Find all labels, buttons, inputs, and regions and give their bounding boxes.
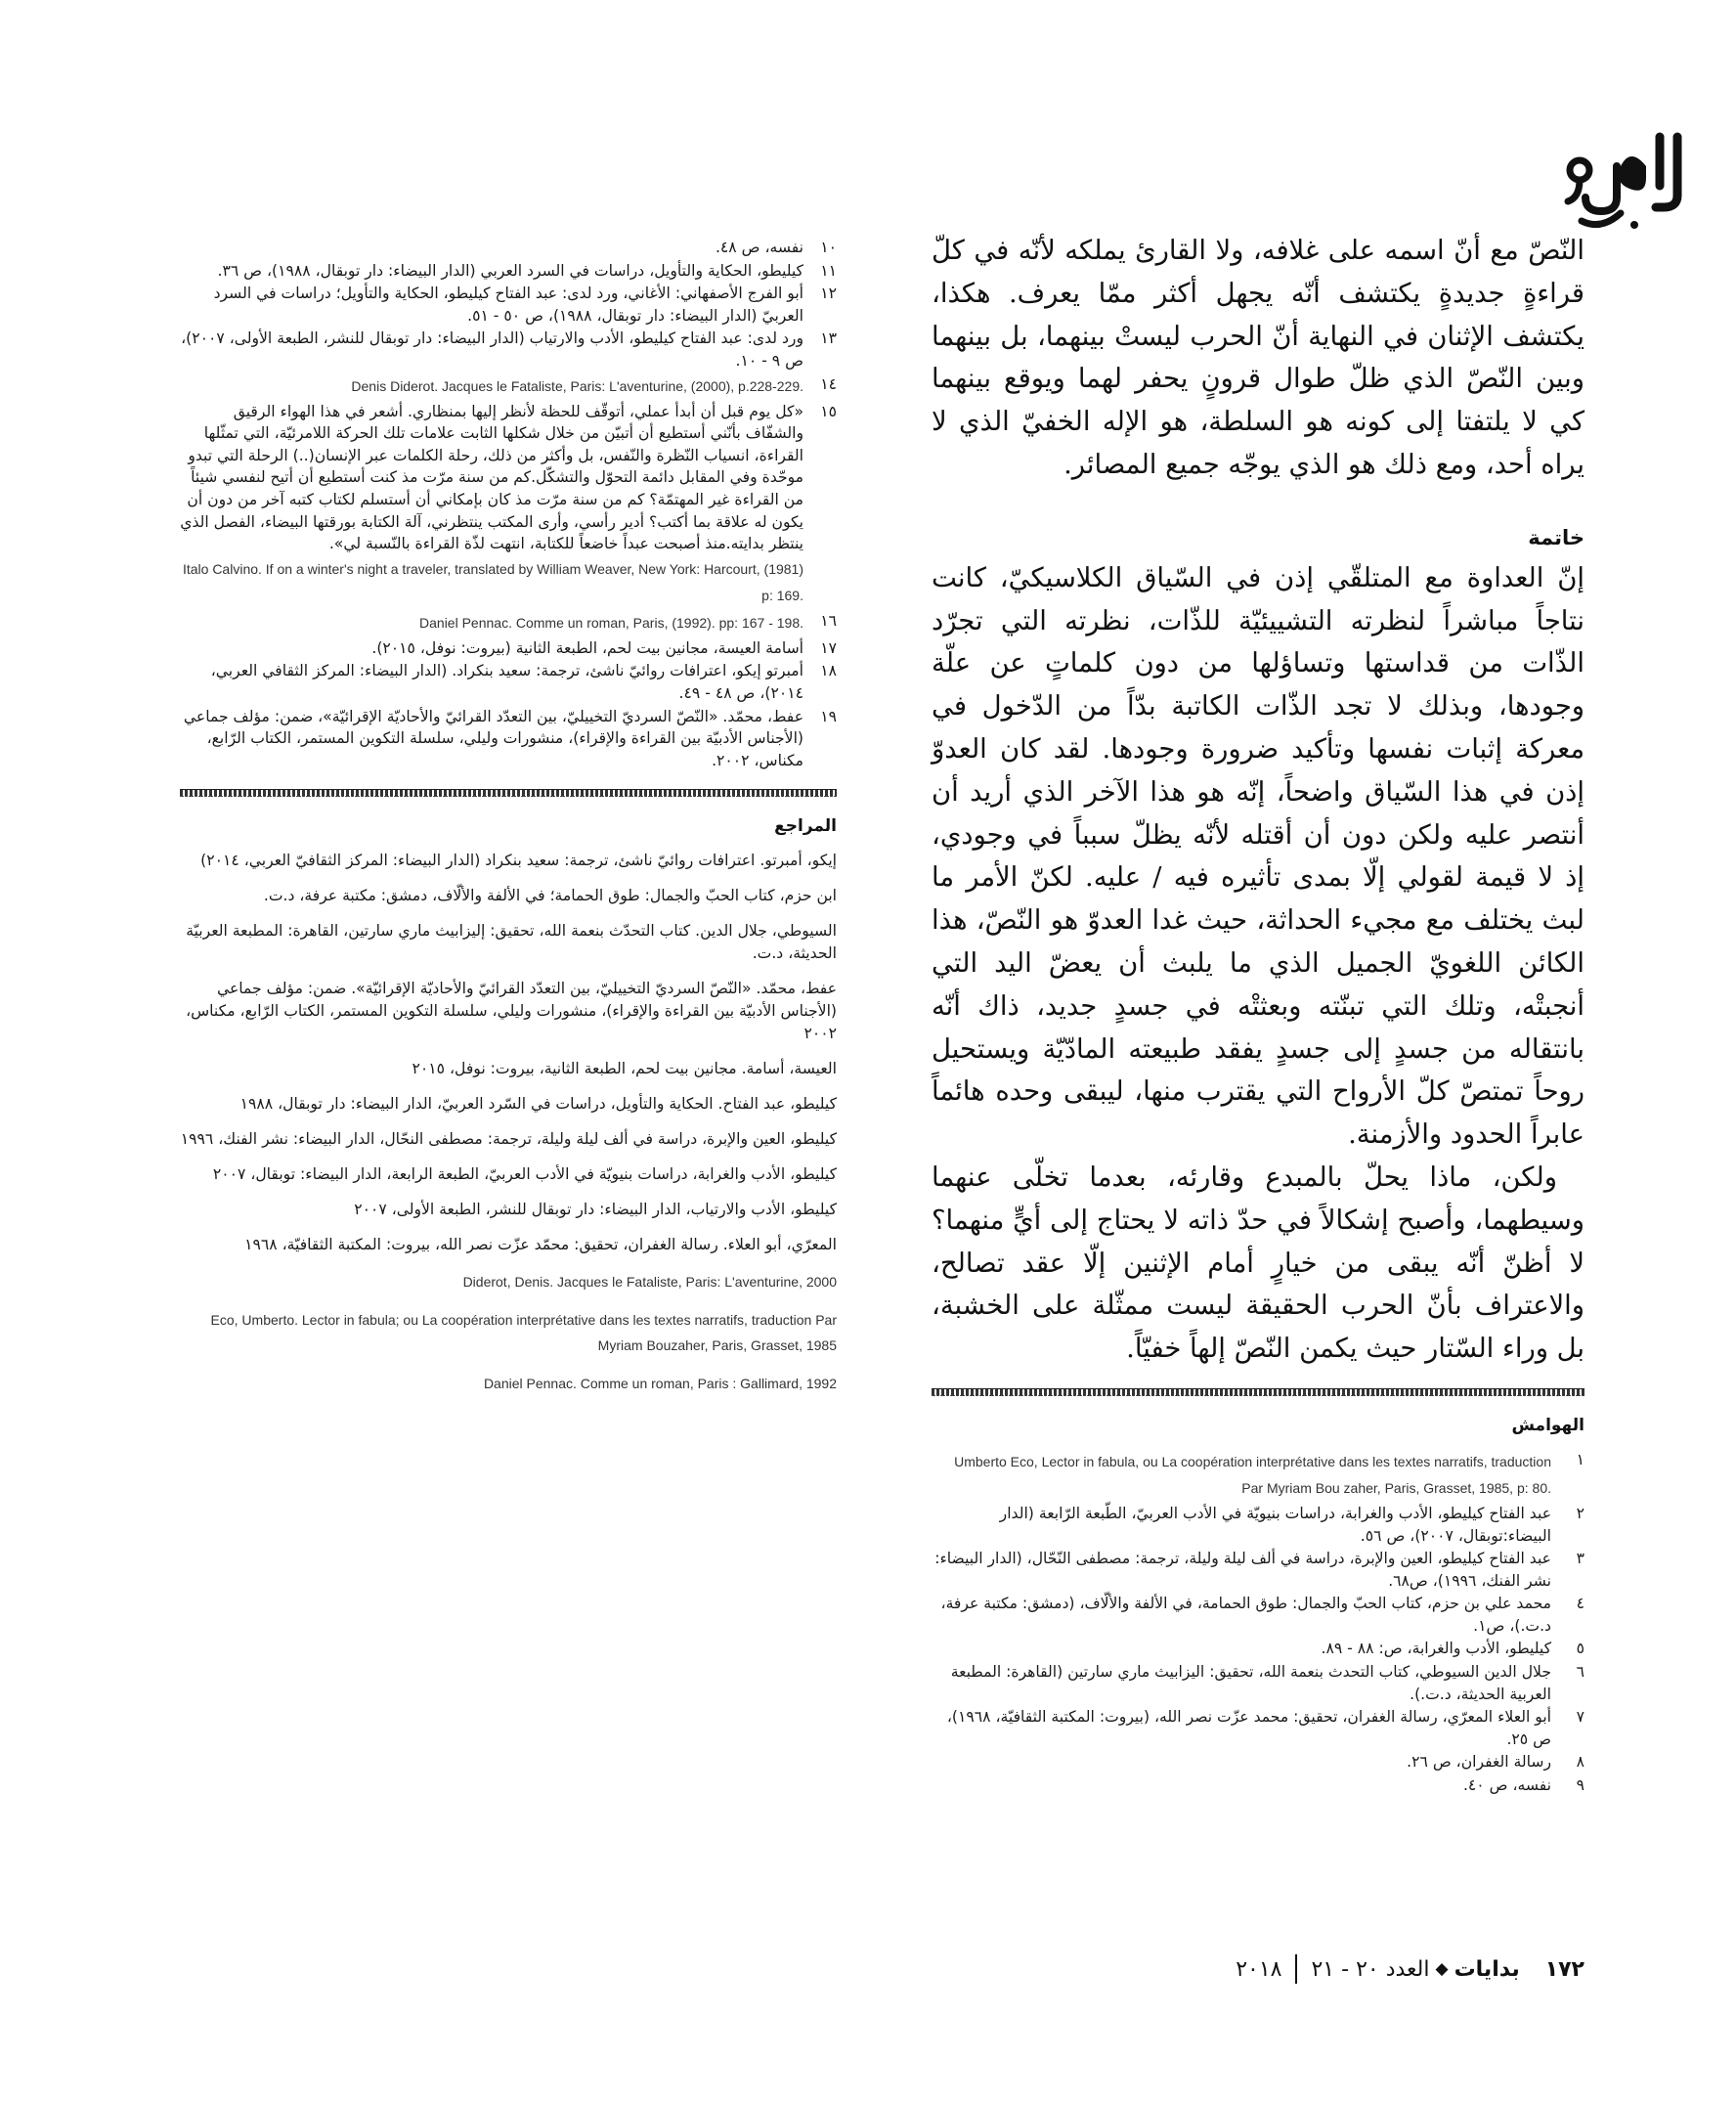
- reference-item: إيكو، أمبرتو. اعترافات روائيّ ناشئ، ترجمة: سعيد بنكراد (الدار البيضاء: المركز الثقافيّ العربي، ٢٠١٤): [200, 852, 837, 870]
- note-text: Daniel Pennac. Comme un roman, Paris, (1992). pp: 167 - 198.: [419, 614, 803, 631]
- note-text: جلال الدين السيوطي، كتاب التحدث بنعمة الله، تحقيق: اليزابيث ماري سارتين (القاهرة: المطبعة العربية الحديثة، د.ت.).: [950, 1663, 1551, 1703]
- note-item: [180, 706, 837, 772]
- references-list: [180, 850, 837, 1396]
- note-text: محمد علي بن حزم، كتاب الحبّ والجمال: طوق الحمامة، في الألفة والألّاف، (دمشق: مكتبة عرفة، د.ت.)، ص١.: [940, 1595, 1551, 1635]
- note-text: ورد لدى: عبد الفتاح كيليطو، الأدب والارتياب (الدار البيضاء: دار توبقال للنشر، الطبعة الأولى، ٢٠٠٧)، ص ٩ - ١٠.: [181, 329, 803, 370]
- reference-item: ابن حزم، كتاب الحبّ والجمال: طوق الحمامة؛ في الألفة والألّاف، دمشق: مكتبة عرفة، د.ت.: [263, 887, 837, 905]
- note-item: [932, 1638, 1584, 1660]
- note-number: ٧: [1576, 1708, 1584, 1727]
- notes-list: [932, 1449, 1584, 1797]
- footer-separator: [1295, 1954, 1297, 1984]
- note-item: [932, 1751, 1584, 1774]
- reference-item: عفط، محمّد. «النّصّ السرديّ التخييليّ، بين التعدّد القرائيّ والأحاديّة الإقرائيّة». ضمن: مؤلف جماعي (الأجناس الأدبيّة بين القراءة والإقراء)، منشورات وليلي، سلسلة التكوين المستمر، الكتاب الرّابع، مكناس، ٢٠٠٢: [186, 980, 837, 1043]
- note-text: نفسه، ص ٤٨.: [715, 239, 803, 256]
- note-item: [932, 1548, 1584, 1592]
- article-body: [932, 230, 1584, 1371]
- section-divider: [932, 1388, 1584, 1396]
- reference-item: كيليطو، الأدب والغرابة، دراسات بنيويّة في الأدب العربيّ، الطبعة الرابعة، الدار البيضاء: توبقال، ٢٠٠٧: [212, 1165, 837, 1184]
- note-item: [180, 556, 837, 609]
- journal-name: بدايات: [1454, 1956, 1520, 1982]
- note-number: ٤: [1576, 1595, 1584, 1613]
- page-number: ١٧٢: [1544, 1956, 1584, 1982]
- magazine-logo: [1562, 127, 1689, 235]
- notes-heading: الهوامش: [1511, 1415, 1584, 1435]
- note-number: ١٩: [820, 707, 837, 725]
- note-number: ١٠: [820, 239, 837, 256]
- reference-item: السيوطي، جلال الدين. كتاب التحدّث بنعمة الله، تحقيق: إليزابيث ماري سارتين، القاهرة: المطبعة العربيّة الحديثة، د.ت.: [186, 922, 837, 963]
- note-text: كيليطو، الحكاية والتأويل، دراسات في السرد العربي (الدار البيضاء: دار توبقال، ١٩٨٨)، ص ٣٦.: [217, 261, 803, 280]
- note-text: عبد الفتاح كيليطو، الأدب والغرابة، دراسات بنيويّة في الأدب العربيّ، الطّبعة الرّابعة (الدار البيضاء:توبقال، ٢٠٠٧)، ص ٥٦.: [999, 1504, 1551, 1545]
- reference-item: كيليطو، عبد الفتاح. الحكاية والتأويل، دراسات في السّرد العربيّ، الدار البيضاء: دار توبقال، ١٩٨٨: [239, 1095, 837, 1114]
- diamond-icon: ◆: [1435, 1959, 1449, 1979]
- note-text: كيليطو، الأدب والغرابة، ص: ٨٨ - ٨٩.: [1321, 1640, 1551, 1658]
- issue-year: ٢٠١٨: [1236, 1956, 1282, 1982]
- note-item: [932, 1661, 1584, 1705]
- note-number: ٥: [1576, 1640, 1584, 1658]
- note-text: رسالة الغفران، ص ٢٦.: [1407, 1753, 1551, 1772]
- note-text: أبو العلاء المعرّي، رسالة الغفران، تحقيق: محمد عزّت نصر الله، (بيروت: المكتبة الثقافيّة، ١٩٦٨)، ص ٢٥.: [946, 1708, 1551, 1748]
- note-number: ٩: [1576, 1776, 1584, 1795]
- note-number: ٢: [1576, 1504, 1584, 1522]
- reference-item: العيسة، أسامة. مجانين بيت لحم، الطبعة الثانية، بيروت: نوفل، ٢٠١٥: [412, 1060, 837, 1078]
- note-text: Italo Calvino. If on a winter's night a traveler, translated by William Weaver, New York: Harcourt, (1981) p: 169.: [182, 560, 803, 603]
- note-number: ٦: [1576, 1663, 1584, 1682]
- note-number: ١٣: [820, 329, 837, 348]
- note-item: [180, 260, 837, 283]
- reference-item: Daniel Pennac. Comme un roman, Paris : Gallimard, 1992: [483, 1376, 837, 1392]
- note-text: نفسه، ص ٤٠.: [1462, 1776, 1551, 1795]
- note-number: ١٧: [820, 638, 837, 657]
- section-divider: [180, 789, 837, 797]
- note-text: أسامة العيسة، مجانين بيت لحم، الطبعة الثانية (بيروت: نوفل، ٢٠١٥).: [371, 638, 803, 657]
- note-item: [180, 373, 837, 400]
- note-item: [180, 283, 837, 327]
- note-item: [932, 1503, 1584, 1547]
- main-column: [932, 230, 1584, 1795]
- note-item: [932, 1706, 1584, 1750]
- reference-item: Diderot, Denis. Jacques le Fataliste, Paris: L'aventurine, 2000: [462, 1274, 837, 1291]
- note-number: ١٢: [820, 285, 837, 303]
- note-text: عبد الفتاح كيليطو، العين والإبرة، دراسة في ألف ليلة وليلة، ترجمة: مصطفى النّحّال، (الدار البيضاء: نشر الفنك، ١٩٩٦)، ص٦٨.: [934, 1550, 1551, 1590]
- paragraph: ولكن، ماذا يحلّ بالمبدع وقارئه، بعدما تخلّى عنهما وسيطهما، وأصبح إشكالاً في حدّ ذاته لا يحتاج إلى أيٍّ منهما؟ لا أظنّ أنّه يبقى من خيارٍ أمام الإثنين إلّا عقد تصالح، والاعتراف بأنّ الحرب الحقيقة ليست ممثّلة على الخشبة، بل وراء السّتار حيث يكمن النّصّ إلهاً خفيّاً.: [932, 1161, 1584, 1365]
- conclusion-heading: خاتمة: [1528, 525, 1584, 549]
- note-item: [180, 610, 837, 636]
- reference-item: كيليطو، العين والإبرة، دراسة في ألف ليلة وليلة، ترجمة: مصطفى النحّال، الدار البيضاء: نشر الفنك، ١٩٩٦: [180, 1130, 837, 1149]
- paragraph: النّصّ مع أنّ اسمه على غلافه، ولا القارئ يملكه لأنّه في كلّ قراءةٍ جديدةٍ يكتشف أنّه يجهل أكثر ممّا يعرف. هكذا، يكتشف الإثنان في النهاية أنّ الحرب ليستْ بينهما، بل بينهما وبين النّصّ الذي ظلّ طوال قرونٍ يحفر لهما ويوقع بينهما كي لا يلتفتا إلى كونه هو السلطة، هو الإله الخفيّ الذي لا يراه أحد، ومع ذلك هو الذي يوجّه جميع المصائر.: [932, 236, 1584, 480]
- page-footer: [147, 1951, 1584, 1987]
- note-number: ١٨: [820, 662, 837, 680]
- references-heading: المراجع: [774, 816, 837, 837]
- note-text: «كل يوم قبل أن أبدأ عملي، أتوقّف للحظة لأنظر إليها بمنظاري. أشعر في هذا الهواء الرقيق والشفّاف بأنّني أستطيع أن أتبيّن من خلال شكلها الثابت علامات تلك الحركة اللامرئيّة، التي تمثّلها القراءة، انسياب النّظرة والنّفس، بل وأكثر من ذلك، رحلة الكلمات عبر الإنسان(..) الرحلة التي تبدو موحّدة وفي المقابل دائمة التحوّل والتشكّل.كم من سنة مرّت مذ كنت أستطيع أن أتيح لنفسي شيئاً من القراءة غير المهتمّة؟ كم من سنة مرّت مذ كان بإمكاني أن أستسلم لكتاب كتبه آخر من دون أن يكون له علاقة بما أكتب؟ أدير رأسي، وأرى المكتب ينتظرني، آلة الكتابة بورقتها البيضاء، الفصل الذي ينتظر بدايته.منذ أصبحت عبداً خاضعاً للكتابة، انتهت لذّة القراءة بالنّسبة لي».: [180, 402, 803, 553]
- note-text: Denis Diderot. Jacques le Fataliste, Paris: L'aventurine, (2000), p.228-229.: [351, 377, 803, 394]
- note-item: [180, 237, 837, 259]
- note-item: [180, 637, 837, 660]
- note-number: ١: [1576, 1450, 1584, 1468]
- note-text: Umberto Eco, Lector in fabula, ou La coopération interprétative dans les textes narratifs, traduction Par Myriam Bou zaher, Paris, Grasset, 1985, p: 80.: [954, 1453, 1551, 1496]
- side-column: [180, 237, 837, 1936]
- issue-number: العدد ٢٠ - ٢١: [1311, 1956, 1430, 1982]
- note-item: [180, 401, 837, 555]
- note-text: أمبرتو إيكو، اعترافات روائيّ ناشئ، ترجمة: سعيد بنكراد. (الدار البيضاء: المركز الثقافي العربي، ٢٠١٤)، ص ٤٨ - ٤٩.: [210, 662, 803, 702]
- note-number: ١٦: [820, 611, 837, 630]
- note-text: عفط، محمّد. «النّصّ السرديّ التخييليّ، بين التعدّد القرائيّ والأحاديّة الإقرائيّة»، ضمن: مؤلف جماعي (الأجناس الأدبيّة بين القراءة والإقراء)، منشورات وليلي، سلسلة التكوين المستمر، الكتاب الرّابع، مكناس، ٢٠٠٢.: [183, 707, 803, 769]
- note-number: ٨: [1576, 1753, 1584, 1772]
- note-number: ١٤: [820, 374, 837, 393]
- note-item: [180, 328, 837, 372]
- note-item: [932, 1593, 1584, 1637]
- paragraph: إنّ العداوة مع المتلقّي إذن في السّياق الكلاسيكيّ، كانت نتاجاً مباشراً لنظرته التشييئيّة للذّات، نظرته التي تجرّد الذّات من قداستها وتساؤلها من دون كلماتٍ عن علّة وجودها، وبذلك لا تجد الذّات الكاتبة بدّاً من الدّخول في معركة إثبات نفسها وتأكيد ضرورة وجودها. لقد كان العدوّ إذن في هذا السّياق واضحاً، إنّه هو هذا الآخر الذي أريد أن أنتصر عليه ولكن دون أن أقتله لأنّه يظلّ سبباً في وجودي، إذ لا قيمة لقولي إلّا بمدى تأثيره فيه / عليه. لكنّ الأمر ما لبث يختلف مع مجيء الحداثة، حيث غدا العدوّ هو النّصّ، هذا الكائن اللغويّ الجميل الذي ما يلبث أن يعضّ اليد التي أنجبتْه، وتلك التي تبنّته وبعثتْه في جسدٍ جديد، ذاك أنّه بانتقاله من جسدٍ إلى جسدٍ يفقد طبيعته المادّيّة ويستحيل روحاً تمتصّ كلّ الأرواح التي يقترب منها، ليبقى وحده هائماً عابراً الحدود والأزمنة.: [932, 562, 1584, 1151]
- reference-item: Eco, Umberto. Lector in fabula; ou La coopération interprétative dans les textes narratifs, traduction Par Myriam Bouzaher, Paris, Grasset, 1985: [210, 1312, 837, 1354]
- notes-continued-list: [180, 237, 837, 771]
- note-item: [932, 1449, 1584, 1502]
- note-number: ١١: [820, 261, 837, 280]
- reference-item: كيليطو، الأدب والارتياب، الدار البيضاء: دار توبقال للنشر، الطبعة الأولى، ٢٠٠٧: [354, 1201, 837, 1219]
- note-number: ١٥: [820, 402, 837, 420]
- note-number: ٣: [1576, 1550, 1584, 1568]
- reference-item: المعرّي، أبو العلاء. رسالة الغفران، تحقيق: محمّد عزّت نصر الله، بيروت: المكتبة الثقافيّة، ١٩٦٨: [244, 1236, 837, 1254]
- note-text: أبو الفرج الأصفهاني: الأغاني، ورد لدى: عبد الفتاح كيليطو، الحكاية والتأويل؛ دراسات في السرد العربيّ (الدار البيضاء: دار توبقال، ١٩٨٨)، ص ٥٠ - ٥١.: [213, 285, 803, 325]
- note-item: [932, 1774, 1584, 1797]
- note-item: [180, 660, 837, 704]
